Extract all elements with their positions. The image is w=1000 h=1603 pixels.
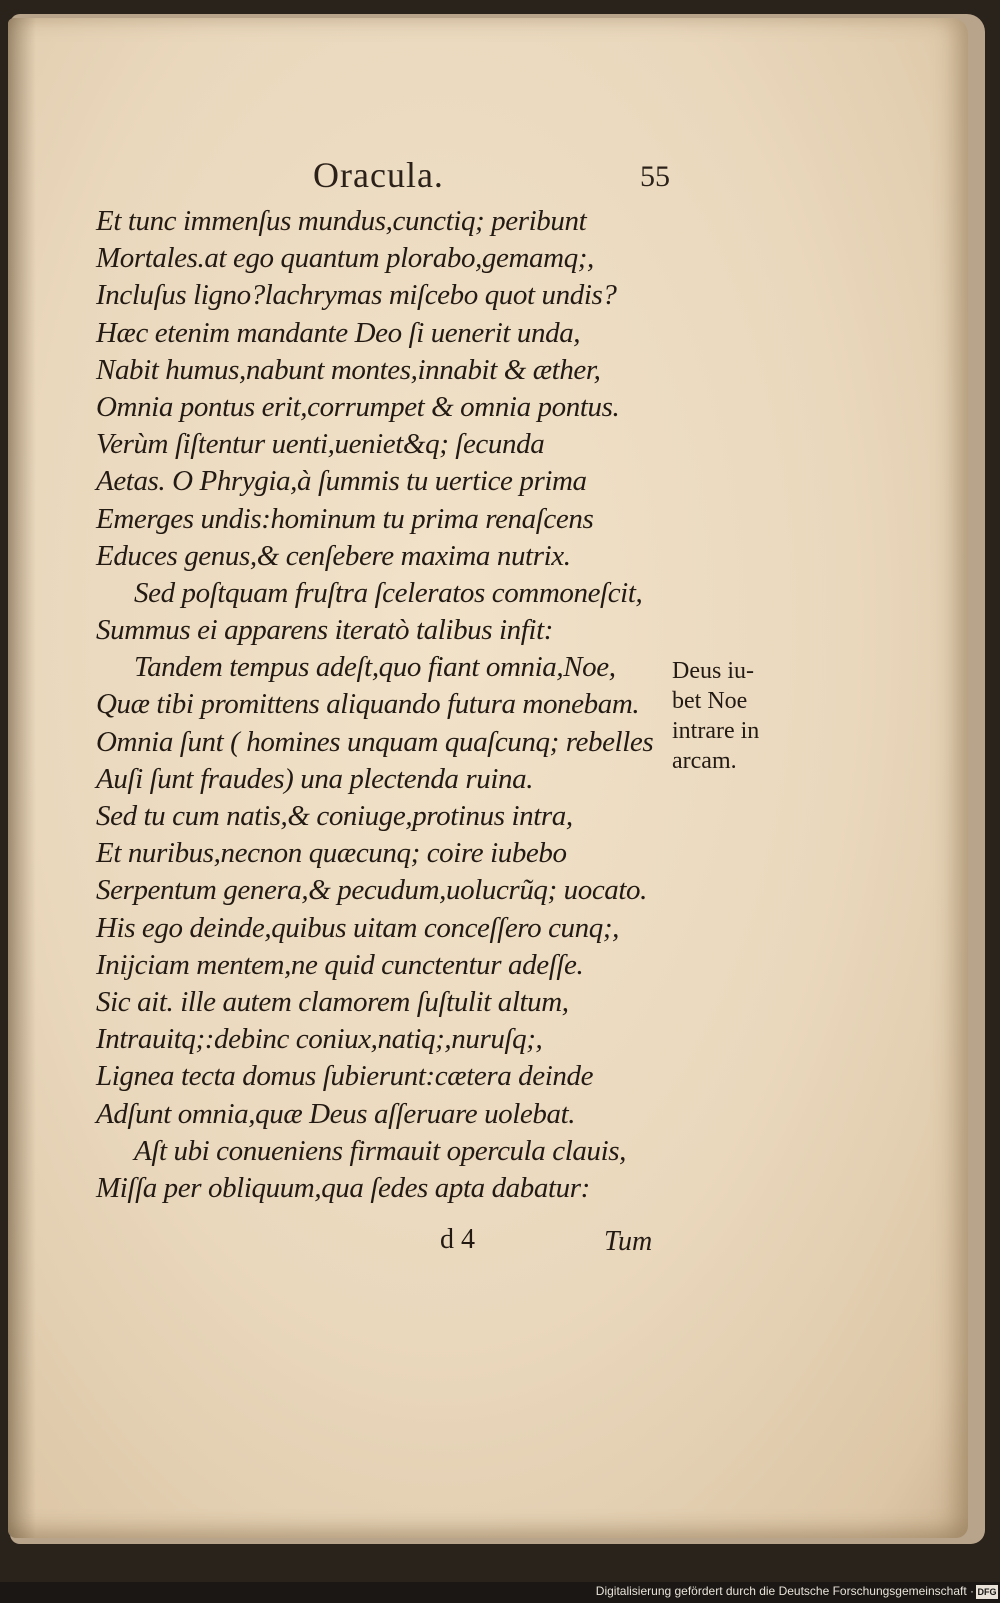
verse-line: Miſſa per obliquum,qua ſedes apta dabatur: bbox=[96, 1171, 590, 1204]
catchword: Tum bbox=[604, 1226, 653, 1257]
verse-line: Omnia ſunt ( homines unquam quaſcunq; rebelles bbox=[96, 725, 654, 758]
marginal-note bbox=[672, 656, 812, 776]
verse-line: Auſi ſunt fraudes) una plectenda ruina. bbox=[96, 762, 534, 795]
verse-line: Aſt ubi conueniens firmauit opercula clauis, bbox=[134, 1134, 626, 1167]
verse-line: Et tunc immenſus mundus,cunctiq; peribunt bbox=[96, 205, 587, 237]
marginal-note-line: bet Noe bbox=[672, 688, 748, 714]
credit-bar bbox=[0, 1582, 1000, 1603]
verse-line: Quæ tibi promittens aliquando futura monebam. bbox=[96, 688, 640, 721]
verse-text-block bbox=[96, 203, 686, 1207]
verse-line: Sed tu cum natis,& coniuge,protinus intra, bbox=[96, 800, 573, 832]
dfg-logo-icon: DFG bbox=[977, 1587, 997, 1597]
book-page bbox=[8, 18, 968, 1538]
marginal-note-line: intrare in bbox=[672, 718, 760, 744]
running-head: Oracula. bbox=[313, 155, 444, 195]
verse-line: Serpentum genera,& pecudum,uolucrũq; uocato. bbox=[96, 874, 648, 907]
verse-line: Mortales.at ego quantum plorabo,gemamq;, bbox=[96, 242, 594, 275]
verse-line: Sic ait. ille autem clamorem ſuſtulit altum, bbox=[96, 985, 569, 1018]
signature-mark: d 4 bbox=[440, 1224, 475, 1255]
verse-line: Sed poſtquam fruſtra ſceleratos commoneſcit, bbox=[134, 576, 643, 609]
page-footer bbox=[8, 1224, 968, 1260]
verse-line: Et nuribus,necnon quæcunq; coire iubebo bbox=[96, 837, 567, 870]
verse-line: Omnia pontus erit,corrumpet & omnia pontus. bbox=[96, 390, 620, 423]
verse-line: Hæc etenim mandante Deo ſi uenerit unda, bbox=[96, 316, 581, 349]
marginal-note-line: arcam. bbox=[672, 748, 737, 774]
verse-line: Nabit humus,nabunt montes,innabit & æther, bbox=[96, 353, 601, 386]
verse-line: His ego deinde,quibus uitam conceſſero cunq;, bbox=[96, 911, 619, 944]
marginal-note-line: Deus iu- bbox=[672, 658, 754, 684]
verse-line: Inijciam mentem,ne quid cunctentur adeſſe. bbox=[96, 948, 584, 981]
verse-line: Adſunt omnia,quæ Deus aſſeruare uolebat. bbox=[96, 1097, 576, 1130]
verse-line: Intrauitq;:debinc coniux,natiq;,nuruſq;, bbox=[96, 1023, 543, 1056]
verse-line: Incluſus ligno?lachrymas miſcebo quot undis? bbox=[96, 279, 617, 312]
verse-line: Aetas. O Phrygia,à ſummis tu uertice prima bbox=[96, 465, 587, 498]
verse-line: Verùm ſiſtentur uenti,ueniet&q; ſecunda bbox=[96, 428, 545, 461]
verse-line: Educes genus,& cenſebere maxima nutrix. bbox=[96, 539, 571, 572]
verse-line: Summus ei apparens iteratò talibus infit: bbox=[96, 614, 553, 647]
page-header bbox=[8, 154, 968, 202]
page-number: 55 bbox=[640, 160, 670, 193]
page-gutter-shadow bbox=[8, 18, 36, 1538]
verse-line: Lignea tecta domus ſubierunt:cætera deinde bbox=[96, 1060, 594, 1093]
verse-line: Tandem tempus adeſt,quo fiant omnia,Noe, bbox=[134, 651, 616, 684]
digitization-credit: Digitalisierung gefördert durch die Deutsche Forschungsgemeinschaft · bbox=[595, 1584, 974, 1598]
verse-line: Emerges undis:hominum tu prima renaſcens bbox=[96, 502, 594, 535]
